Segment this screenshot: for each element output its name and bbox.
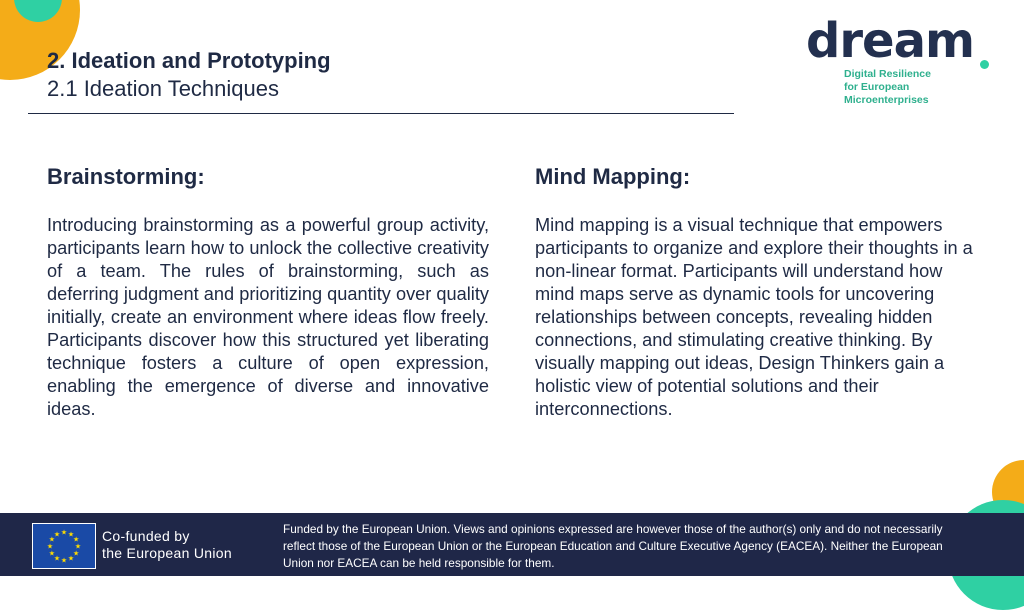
- mind-mapping-section: [535, 160, 975, 421]
- section-body: Introducing brainstorming as a powerful group activity, participants learn how to unlock the collective creativity of a team. The rules of brainstorming, such as deferring judgment and prioritizing quantity over quality initially, create an environment where ideas flow freely. Participants discover how this structured yet liberating technique fosters a culture of open expression, enabling the emergence of diverse and innovative ideas.: [47, 215, 489, 419]
- eu-star-icon: ★: [67, 555, 75, 563]
- eu-star-icon: ★: [60, 557, 68, 565]
- logo-tagline-line-1: Digital Resilience: [844, 68, 931, 80]
- eu-flag-icon: [32, 523, 96, 569]
- slide-header: [47, 47, 331, 103]
- funding-disclaimer: Funded by the European Union. Views and opinions expressed are however those of the author(s) only and do not necessarily reflect those of the European Union or the European Education and Culture Executive Agency (EACEA). Neither the European Union nor EACEA can be held responsible for them.: [283, 522, 943, 570]
- logo-tagline-line-2: for European Microenterprises: [844, 81, 929, 106]
- section-heading: Brainstorming:: [47, 164, 205, 189]
- cofunded-line-2: the European Union: [102, 545, 232, 561]
- eu-star-icon: ★: [67, 531, 75, 539]
- eu-star-icon: ★: [53, 555, 61, 563]
- cofunded-label: [102, 528, 232, 562]
- eu-star-icon: ★: [48, 550, 56, 558]
- brainstorming-section: [47, 160, 489, 421]
- slide-title: 2. Ideation and Prototyping: [47, 48, 331, 73]
- logo-wordmark: dream: [806, 13, 974, 69]
- eu-star-icon: ★: [53, 531, 61, 539]
- eu-star-icon: ★: [60, 529, 68, 537]
- dream-logo: [806, 14, 990, 104]
- eu-star-icon: ★: [46, 543, 54, 551]
- cofunded-line-1: Co-funded by: [102, 528, 190, 544]
- logo-dot: [980, 60, 989, 69]
- section-body: Mind mapping is a visual technique that empowers participants to organize and explore their thoughts in a non-linear format. Participants will understand how mind maps serve as dynamic tools for uncovering relationships between concepts, revealing hidden connections, and stimulating creative thinking. By visually mapping out ideas, Design Thinkers gain a holistic view of potential solutions and their interconnections.: [535, 215, 973, 419]
- footer-bar: [0, 513, 1024, 576]
- section-heading: Mind Mapping:: [535, 164, 691, 189]
- header-divider: [28, 113, 734, 114]
- slide-subtitle: 2.1 Ideation Techniques: [47, 76, 279, 101]
- eu-star-icon: ★: [74, 543, 82, 551]
- eu-star-icon: ★: [48, 536, 56, 544]
- eu-star-icon: ★: [72, 536, 80, 544]
- eu-star-icon: ★: [72, 550, 80, 558]
